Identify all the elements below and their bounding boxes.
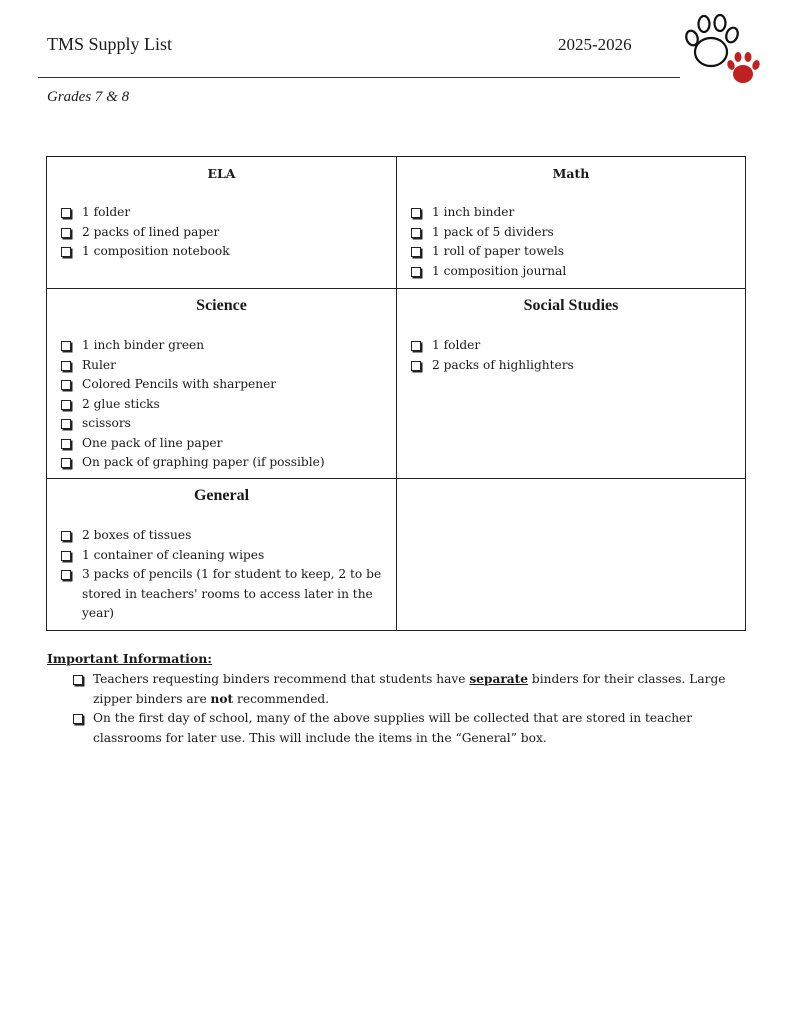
empty-cell bbox=[396, 478, 746, 631]
list-item: 1 roll of paper towels bbox=[409, 242, 737, 262]
checkbox-bullet-icon bbox=[61, 228, 71, 238]
social-studies-list bbox=[409, 336, 737, 375]
list-item: 2 packs of lined paper bbox=[59, 223, 388, 243]
important-list bbox=[47, 670, 747, 748]
general-cell bbox=[46, 478, 397, 631]
science-list bbox=[59, 336, 388, 473]
checkbox-bullet-icon bbox=[61, 400, 71, 410]
important-information bbox=[47, 651, 747, 748]
math-cell bbox=[396, 156, 746, 289]
list-item: Colored Pencils with sharpener bbox=[59, 375, 388, 395]
list-item: 1 composition journal bbox=[409, 262, 737, 282]
list-item: 1 inch binder bbox=[409, 203, 737, 223]
ela-cell bbox=[46, 156, 397, 289]
emphasis-separate: separate bbox=[469, 672, 529, 686]
list-item: One pack of line paper bbox=[59, 434, 388, 454]
checkbox-bullet-icon bbox=[411, 267, 421, 277]
list-item: 1 container of cleaning wipes bbox=[59, 546, 388, 566]
checkbox-bullet-icon bbox=[61, 570, 71, 580]
page-title: TMS Supply List bbox=[47, 34, 173, 54]
ela-heading: ELA bbox=[207, 166, 236, 181]
general-list bbox=[59, 526, 388, 624]
list-item: On pack of graphing paper (if possible) bbox=[59, 453, 388, 473]
social-studies-cell bbox=[396, 288, 746, 479]
checkbox-bullet-icon bbox=[61, 551, 71, 561]
list-item: 1 pack of 5 dividers bbox=[409, 223, 737, 243]
checkbox-bullet-icon bbox=[411, 208, 421, 218]
general-heading: General bbox=[193, 487, 250, 504]
list-item: 2 packs of highlighters bbox=[409, 356, 737, 376]
checkbox-bullet-icon bbox=[61, 419, 71, 429]
checkbox-bullet-icon bbox=[411, 341, 421, 351]
list-item: 1 composition notebook bbox=[59, 242, 388, 262]
checkbox-bullet-icon bbox=[411, 247, 421, 257]
social-studies-heading: Social Studies bbox=[523, 297, 619, 314]
checkbox-bullet-icon bbox=[61, 341, 71, 351]
list-item: 2 glue sticks bbox=[59, 395, 388, 415]
checkbox-bullet-icon bbox=[61, 247, 71, 257]
checkbox-bullet-icon bbox=[73, 714, 83, 724]
checkbox-bullet-icon bbox=[73, 675, 83, 685]
checkbox-bullet-icon bbox=[61, 439, 71, 449]
checkbox-bullet-icon bbox=[61, 531, 71, 541]
school-year: 2025-2026 bbox=[558, 35, 632, 54]
list-item: 3 packs of pencils (1 for student to keep, 2 to be stored in teachers' rooms to access later in the year) bbox=[59, 565, 388, 624]
list-item: 1 folder bbox=[409, 336, 737, 356]
list-item: 1 folder bbox=[59, 203, 388, 223]
list-item: scissors bbox=[59, 414, 388, 434]
list-item: 2 boxes of tissues bbox=[59, 526, 388, 546]
checkbox-bullet-icon bbox=[61, 208, 71, 218]
supply-table bbox=[46, 156, 746, 631]
checkbox-bullet-icon bbox=[61, 361, 71, 371]
list-item: 1 inch binder green bbox=[59, 336, 388, 356]
science-heading: Science bbox=[196, 297, 247, 314]
checkbox-bullet-icon bbox=[61, 380, 71, 390]
emphasis-not: not bbox=[210, 691, 234, 706]
checkbox-bullet-icon bbox=[411, 228, 421, 238]
math-heading: Math bbox=[552, 166, 590, 181]
science-cell bbox=[46, 288, 397, 479]
important-heading: Important Information: bbox=[47, 651, 212, 666]
checkbox-bullet-icon bbox=[411, 361, 421, 371]
list-item: Teachers requesting binders recommend that students have separate binders for their classes. Large zipper binders are not recommended. bbox=[47, 670, 747, 709]
list-item: On the first day of school, many of the above supplies will be collected that are stored in teacher classrooms for later use. This will include the items in the “General” box. bbox=[47, 709, 747, 748]
checkbox-bullet-icon bbox=[61, 458, 71, 468]
math-list bbox=[409, 203, 737, 281]
header-divider bbox=[38, 77, 680, 78]
grades-subtitle: Grades 7 & 8 bbox=[47, 89, 130, 105]
ela-list bbox=[59, 203, 388, 262]
list-item: Ruler bbox=[59, 356, 388, 376]
paw-prints-icon bbox=[680, 8, 764, 90]
